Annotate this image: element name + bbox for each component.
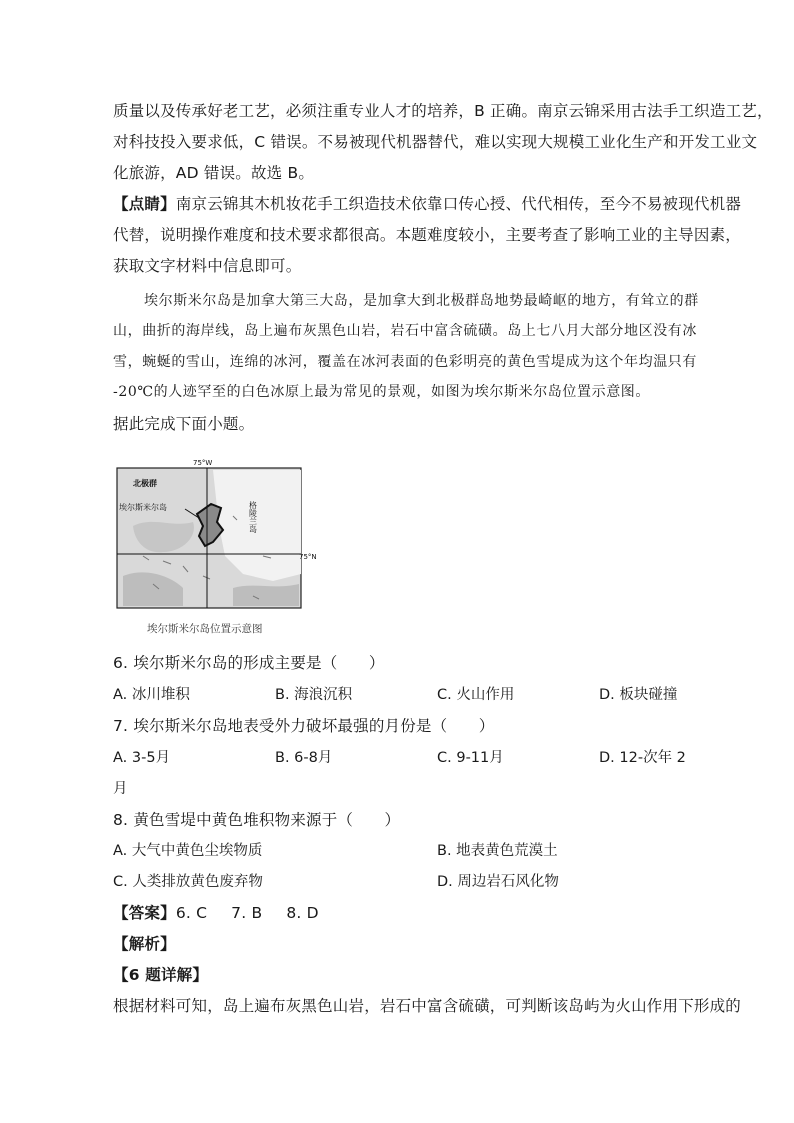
- paragraph-line: 对科技投入要求低，C 错误。不易被现代机器替代，难以实现大规模工业化生产和开发工业文: [113, 133, 758, 151]
- question-stem: 8. 黄色雪堤中黄色堆积物来源于（ ）: [113, 811, 401, 829]
- prompt-line: 据此完成下面小题。: [113, 415, 255, 433]
- tip-line: [113, 193, 741, 215]
- analysis-subheading: 【6 题详解】: [113, 966, 209, 984]
- tip-text: 南京云锦其木机妆花手工织造技术依靠口传心授、代代相传，至今不易被现代机器: [175, 195, 742, 213]
- answer-line: [113, 902, 319, 924]
- question-option: D. 12-次年 2: [599, 750, 686, 766]
- island-label: 埃尔斯米尔岛: [119, 503, 167, 512]
- location-map: [113, 456, 317, 636]
- answer-8: 8. D: [286, 904, 319, 922]
- lat-label: 75°N: [299, 553, 317, 561]
- question-option: C. 9-11月: [437, 750, 504, 766]
- greenland-label: 格陵兰岛: [248, 501, 258, 533]
- map-caption: 埃尔斯米尔岛位置示意图: [147, 623, 263, 635]
- question-option: B. 地表黄色荒漠土: [437, 843, 558, 859]
- material-line: 雪，蜿蜒的雪山，连绵的冰河，覆盖在冰河表面的色彩明亮的黄色雪堤成为这个年均温只有: [113, 354, 697, 370]
- tip-tag: 【点睛】: [113, 195, 176, 213]
- analysis-tag: 【解析】: [113, 935, 176, 953]
- question-option: A. 3-5月: [113, 750, 171, 766]
- answer-7: 7. B: [231, 904, 263, 922]
- question-stem: 6. 埃尔斯米尔岛的形成主要是（ ）: [113, 654, 385, 672]
- analysis-line: 根据材料可知，岛上遍布灰黑色山岩，岩石中富含硫磺，可判断该岛屿为火山作用下形成的: [113, 997, 742, 1015]
- tip-line: 代替，说明操作难度和技术要求都很高。本题难度较小，主要考查了影响工业的主导因素，: [113, 226, 742, 244]
- land-patch: [233, 584, 299, 606]
- question-option: D. 周边岩石风化物: [437, 874, 559, 890]
- region-label: 北极群: [133, 479, 157, 488]
- paragraph-line: 质量以及传承好老工艺，必须注重专业人才的培养，B 正确。南京云锦采用古法手工织造工艺，: [113, 102, 773, 120]
- map-svg: [113, 456, 317, 616]
- question-option: A. 大气中黄色尘埃物质: [113, 843, 263, 859]
- question-option: D. 板块碰撞: [599, 687, 678, 703]
- question-option: B. 6-8月: [275, 750, 333, 766]
- question-stem: 7. 埃尔斯米尔岛地表受外力破坏最强的月份是（ ）: [113, 717, 495, 735]
- question-option: C. 人类排放黄色废弃物: [113, 874, 263, 890]
- question-option: C. 火山作用: [437, 687, 515, 703]
- tip-line: 获取文字材料中信息即可。: [113, 257, 302, 275]
- material-line: -20℃的人迹罕至的白色冰原上最为常见的景观，如图为埃尔斯米尔岛位置示意图。: [113, 384, 651, 400]
- question-option: B. 海浪沉积: [275, 687, 353, 703]
- question-option: A. 冰川堆积: [113, 687, 190, 703]
- material-line: 山，曲折的海岸线，岛上遍布灰黑色山岩，岩石中富含硫磺。岛上七八月大部分地区没有冰: [113, 323, 697, 339]
- question-option-wrap: 月: [113, 781, 128, 797]
- answer-tag: 【答案】: [113, 904, 176, 922]
- answer-6: 6. C: [175, 904, 208, 922]
- paragraph-line: 化旅游，AD 错误。故选 B。: [113, 164, 315, 182]
- lon-label: 75°W: [193, 459, 213, 467]
- material-line: 埃尔斯米尔岛是加拿大第三大岛，是加拿大到北极群岛地势最崎岖的地方，有耸立的群: [144, 293, 699, 309]
